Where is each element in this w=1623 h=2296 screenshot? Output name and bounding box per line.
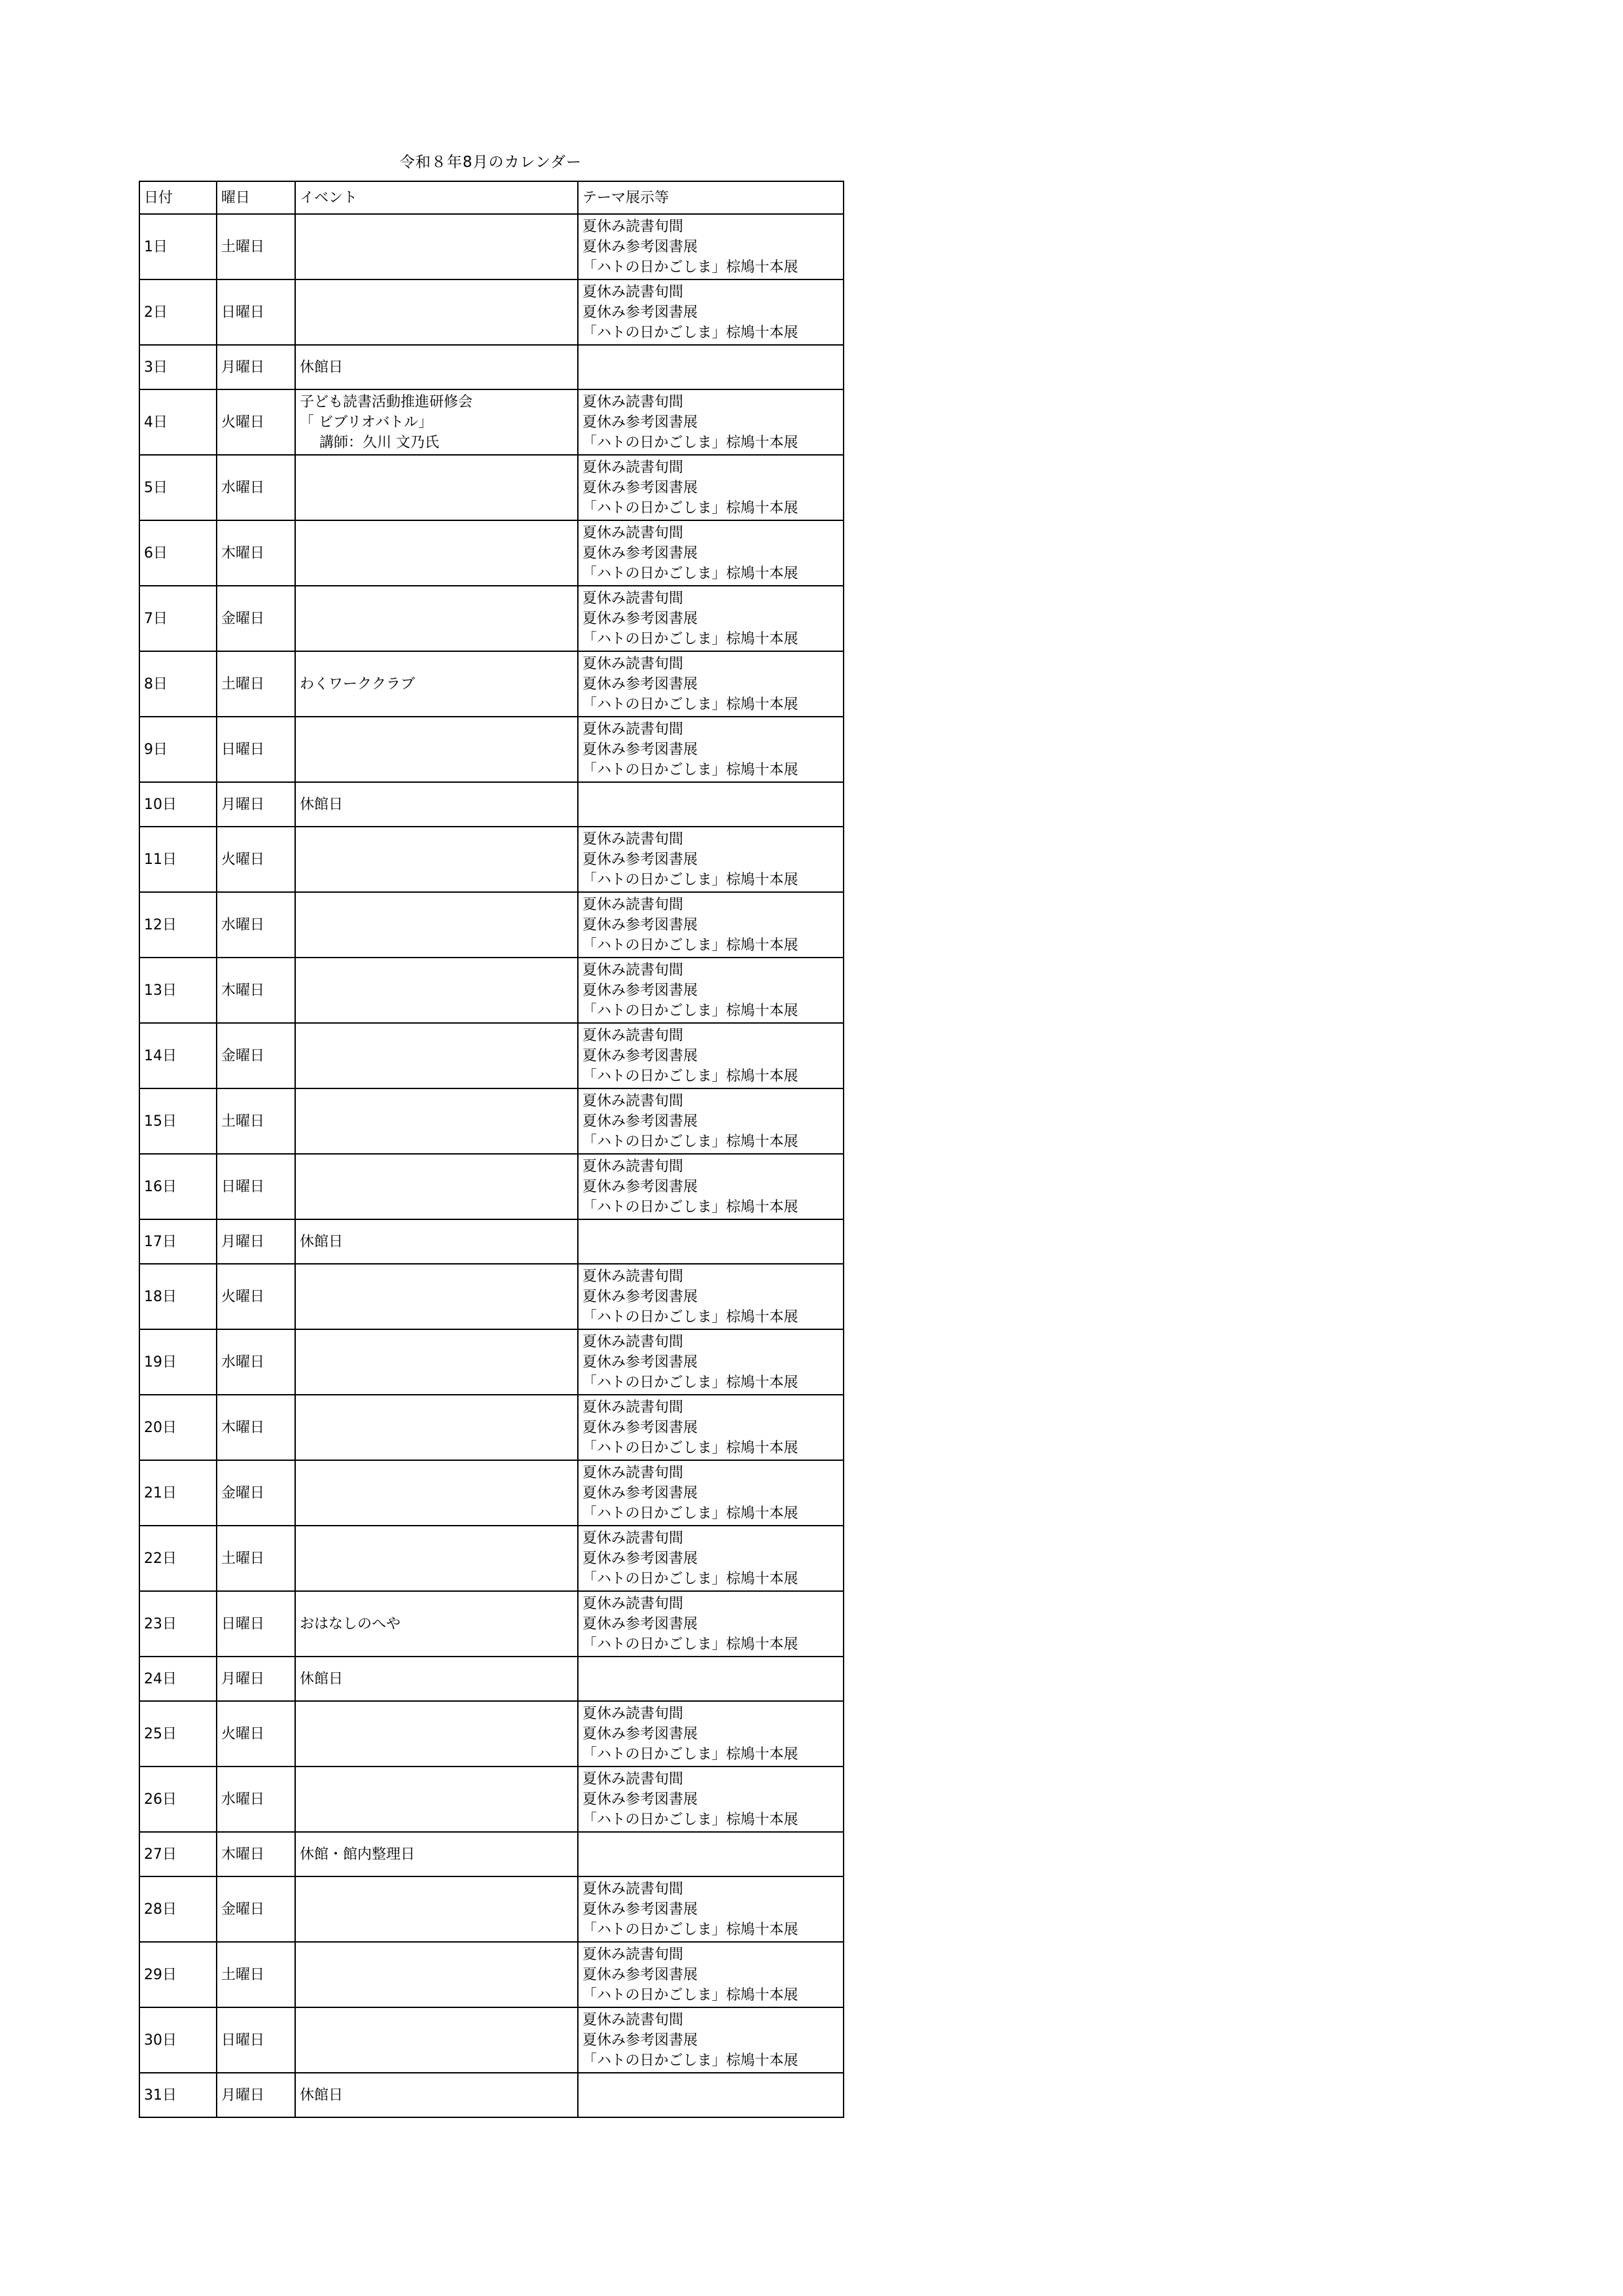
theme-line: 夏休み読書旬間 [582,1595,684,1612]
event-line: 休館日 [300,1670,344,1687]
theme-cell [578,389,844,455]
event-line: わくワーククラブ [300,675,416,692]
date-cell: 25日 [139,1701,217,1767]
date-cell: 4日 [139,389,217,455]
theme-cell [578,520,844,586]
date-cell: 6日 [139,520,217,586]
theme-line: 夏休み参考図書展 [582,479,698,496]
theme-cell [578,1023,844,1088]
theme-line: 夏休み参考図書展 [582,851,698,868]
theme-line: 夏休み読書旬間 [582,1770,684,1787]
event-cell [295,1526,578,1591]
event-line: おはなしのへや [300,1615,401,1632]
weekday-cell: 月曜日 [217,1219,295,1264]
theme-cell [578,1088,844,1154]
weekday-cell: 日曜日 [217,279,295,345]
weekday-cell: 月曜日 [217,2073,295,2117]
weekday-cell: 火曜日 [217,389,295,455]
theme-cell [578,2073,844,2117]
column-header-date: 日付 [139,181,217,214]
weekday-cell: 金曜日 [217,1460,295,1526]
event-cell [295,214,578,279]
date-cell: 18日 [139,1264,217,1329]
theme-line: 「ハトの日かごしま」棕鳩十本展 [582,1374,798,1391]
date-cell: 20日 [139,1395,217,1460]
calendar-table [139,181,844,2118]
theme-line: 夏休み読書旬間 [582,961,684,978]
theme-line: 「ハトの日かごしま」棕鳩十本展 [582,1002,798,1019]
weekday-cell: 木曜日 [217,958,295,1023]
theme-line: 「ハトの日かごしま」棕鳩十本展 [582,259,798,276]
date-cell: 5日 [139,455,217,520]
event-cell [295,782,578,827]
theme-cell [578,1219,844,1264]
theme-cell [578,892,844,958]
theme-cell [578,1395,844,1460]
table-row [139,2007,844,2073]
event-cell [295,1395,578,1460]
weekday-cell: 日曜日 [217,717,295,782]
theme-line: 「ハトの日かごしま」棕鳩十本展 [582,1308,798,1325]
theme-line: 夏休み読書旬間 [582,1268,684,1285]
theme-cell [578,279,844,345]
date-cell: 10日 [139,782,217,827]
theme-cell [578,1701,844,1767]
date-cell: 22日 [139,1526,217,1591]
event-cell [295,1591,578,1657]
date-cell: 2日 [139,279,217,345]
weekday-cell: 月曜日 [217,782,295,827]
theme-line: 夏休み読書旬間 [582,655,684,672]
weekday-cell: 火曜日 [217,827,295,892]
theme-cell [578,1942,844,2007]
theme-line: 「ハトの日かごしま」棕鳩十本展 [582,1636,798,1653]
event-line: 講師：久川 文乃氏 [319,434,439,451]
theme-line: 夏休み参考図書展 [582,916,698,933]
date-cell: 30日 [139,2007,217,2073]
theme-line: 夏休み参考図書展 [582,741,698,758]
table-row [139,1219,844,1264]
date-cell: 21日 [139,1460,217,1526]
theme-cell [578,1264,844,1329]
theme-line: 「ハトの日かごしま」棕鳩十本展 [582,324,798,341]
date-cell: 17日 [139,1219,217,1264]
theme-line: 夏休み読書旬間 [582,831,684,848]
theme-line: 夏休み読書旬間 [582,1399,684,1416]
theme-line: 「ハトの日かごしま」棕鳩十本展 [582,630,798,647]
event-cell [295,1460,578,1526]
date-cell: 12日 [139,892,217,958]
date-cell: 3日 [139,345,217,389]
theme-line: 「ハトの日かごしま」棕鳩十本展 [582,1570,798,1587]
weekday-cell: 日曜日 [217,2007,295,2073]
theme-cell [578,1767,844,1832]
weekday-cell: 火曜日 [217,1701,295,1767]
theme-line: 「ハトの日かごしま」棕鳩十本展 [582,937,798,954]
theme-line: 「ハトの日かごしま」棕鳩十本展 [582,1067,798,1085]
table-row [139,958,844,1023]
event-cell [295,586,578,651]
event-cell [295,1701,578,1767]
table-row [139,1264,844,1329]
theme-cell [578,1876,844,1942]
date-cell: 28日 [139,1876,217,1942]
theme-line: 「ハトの日かごしま」棕鳩十本展 [582,1439,798,1456]
table-row [139,892,844,958]
theme-cell [578,1154,844,1219]
event-cell [295,717,578,782]
event-line: 「 ビブリオバトル」 [300,414,433,431]
theme-cell [578,214,844,279]
event-line: 休館日 [300,359,344,376]
theme-line: 「ハトの日かごしま」棕鳩十本展 [582,1505,798,1522]
theme-line: 夏休み読書旬間 [582,1027,684,1044]
theme-line: 「ハトの日かごしま」棕鳩十本展 [582,1133,798,1150]
table-row [139,1154,844,1219]
theme-line: 「ハトの日かごしま」棕鳩十本展 [582,2052,798,2069]
theme-line: 夏休み参考図書展 [582,545,698,562]
weekday-cell: 土曜日 [217,1088,295,1154]
date-cell: 29日 [139,1942,217,2007]
table-row [139,827,844,892]
theme-cell [578,1526,844,1591]
event-cell [295,1767,578,1832]
weekday-cell: 土曜日 [217,1526,295,1591]
event-cell [295,389,578,455]
theme-line: 夏休み読書旬間 [582,218,684,235]
theme-line: 夏休み参考図書展 [582,1047,698,1064]
theme-line: 夏休み読書旬間 [582,590,684,607]
table-row [139,1876,844,1942]
column-header-event: イベント [295,181,578,214]
theme-line: 夏休み参考図書展 [582,1615,698,1632]
weekday-cell: 金曜日 [217,1876,295,1942]
weekday-cell: 金曜日 [217,1023,295,1088]
theme-line: 「ハトの日かごしま」棕鳩十本展 [582,1921,798,1938]
theme-line: 夏休み参考図書展 [582,1113,698,1130]
theme-line: 夏休み参考図書展 [582,1178,698,1195]
date-cell: 8日 [139,651,217,717]
date-cell: 23日 [139,1591,217,1657]
table-row [139,1657,844,1701]
event-cell [295,1876,578,1942]
theme-cell [578,455,844,520]
table-row [139,520,844,586]
table-row [139,782,844,827]
weekday-cell: 月曜日 [217,1657,295,1701]
event-cell [295,1088,578,1154]
date-cell: 13日 [139,958,217,1023]
weekday-cell: 火曜日 [217,1264,295,1329]
theme-line: 夏休み読書旬間 [582,1946,684,1963]
event-cell [295,892,578,958]
table-row [139,1701,844,1767]
theme-line: 「ハトの日かごしま」棕鳩十本展 [582,761,798,778]
event-cell [295,1154,578,1219]
theme-line: 「ハトの日かごしま」棕鳩十本展 [582,1746,798,1763]
weekday-cell: 土曜日 [217,1942,295,2007]
weekday-cell: 土曜日 [217,651,295,717]
date-cell: 14日 [139,1023,217,1088]
theme-line: 夏休み参考図書展 [582,1354,698,1371]
theme-cell [578,1460,844,1526]
event-cell [295,1657,578,1701]
event-cell [295,1023,578,1088]
theme-line: 「ハトの日かごしま」棕鳩十本展 [582,1198,798,1215]
theme-line: 「ハトの日かごしま」棕鳩十本展 [582,696,798,713]
date-cell: 11日 [139,827,217,892]
column-header-weekday: 曜日 [217,181,295,214]
weekday-cell: 木曜日 [217,520,295,586]
table-row [139,1088,844,1154]
table-row [139,586,844,651]
theme-line: 夏休み参考図書展 [582,414,698,431]
theme-line: 夏休み参考図書展 [582,238,698,255]
theme-line: 夏休み参考図書展 [582,1966,698,1983]
theme-cell [578,958,844,1023]
weekday-cell: 木曜日 [217,1832,295,1876]
event-line: 子ども読書活動推進研修会 [300,393,473,410]
theme-line: 夏休み参考図書展 [582,1901,698,1918]
table-row [139,1460,844,1526]
event-cell [295,2007,578,2073]
theme-line: 夏休み参考図書展 [582,1550,698,1567]
calendar-body [139,214,844,2117]
theme-line: 夏休み読書旬間 [582,1333,684,1350]
date-cell: 1日 [139,214,217,279]
weekday-cell: 金曜日 [217,586,295,651]
theme-line: 夏休み読書旬間 [582,1092,684,1109]
theme-cell [578,717,844,782]
table-row [139,651,844,717]
header-row [139,181,844,214]
theme-line: 夏休み読書旬間 [582,283,684,300]
theme-line: 夏休み参考図書展 [582,1484,698,1501]
table-row [139,1023,844,1088]
theme-line: 夏休み参考図書展 [582,1725,698,1742]
theme-line: 「ハトの日かごしま」棕鳩十本展 [582,499,798,516]
event-cell [295,1942,578,2007]
theme-cell [578,651,844,717]
event-line: 休館日 [300,1233,344,1250]
theme-line: 夏休み参考図書展 [582,1419,698,1436]
date-cell: 9日 [139,717,217,782]
page-title: 令和８年8月のカレンダー [399,154,582,171]
table-row [139,717,844,782]
theme-line: 夏休み参考図書展 [582,982,698,999]
theme-line: 夏休み読書旬間 [582,1464,684,1481]
table-row [139,455,844,520]
table-row [139,1526,844,1591]
table-row [139,345,844,389]
weekday-cell: 木曜日 [217,1395,295,1460]
column-header-theme: テーマ展示等 [578,181,844,214]
theme-line: 「ハトの日かごしま」棕鳩十本展 [582,1811,798,1828]
event-cell [295,1329,578,1395]
theme-line: 夏休み読書旬間 [582,459,684,476]
theme-line: 夏休み読書旬間 [582,1705,684,1722]
event-cell [295,651,578,717]
event-line: 休館日 [300,796,344,813]
date-cell: 24日 [139,1657,217,1701]
table-row [139,214,844,279]
table-row [139,1395,844,1460]
theme-line: 夏休み参考図書展 [582,675,698,692]
table-row [139,1329,844,1395]
event-cell [295,1264,578,1329]
weekday-cell: 水曜日 [217,892,295,958]
weekday-cell: 水曜日 [217,455,295,520]
theme-line: 夏休み参考図書展 [582,2032,698,2049]
theme-cell [578,782,844,827]
event-cell [295,1219,578,1264]
theme-line: 夏休み読書旬間 [582,2011,684,2028]
event-cell [295,345,578,389]
event-cell [295,958,578,1023]
theme-cell [578,1329,844,1395]
event-cell [295,279,578,345]
weekday-cell: 月曜日 [217,345,295,389]
theme-line: 夏休み読書旬間 [582,1158,684,1175]
event-line: 休館日 [300,2087,344,2104]
event-cell [295,455,578,520]
theme-cell [578,1832,844,1876]
theme-line: 夏休み読書旬間 [582,524,684,541]
date-cell: 31日 [139,2073,217,2117]
event-cell [295,2073,578,2117]
theme-line: 「ハトの日かごしま」棕鳩十本展 [582,871,798,888]
date-cell: 16日 [139,1154,217,1219]
theme-line: 夏休み読書旬間 [582,1880,684,1897]
weekday-cell: 水曜日 [217,1767,295,1832]
theme-line: 夏休み読書旬間 [582,393,684,410]
weekday-cell: 水曜日 [217,1329,295,1395]
date-cell: 15日 [139,1088,217,1154]
table-row [139,1767,844,1832]
theme-cell [578,345,844,389]
theme-line: 夏休み読書旬間 [582,1530,684,1547]
weekday-cell: 日曜日 [217,1154,295,1219]
theme-cell [578,827,844,892]
table-row [139,1942,844,2007]
theme-line: 夏休み読書旬間 [582,721,684,738]
theme-line: 「ハトの日かごしま」棕鳩十本展 [582,565,798,582]
theme-line: 「ハトの日かごしま」棕鳩十本展 [582,434,798,451]
event-cell [295,827,578,892]
event-line: 休館・館内整理日 [300,1846,416,1863]
table-row [139,389,844,455]
date-cell: 19日 [139,1329,217,1395]
table-row [139,2073,844,2117]
event-cell [295,1832,578,1876]
table-row [139,279,844,345]
date-cell: 27日 [139,1832,217,1876]
theme-line: 夏休み参考図書展 [582,610,698,627]
event-cell [295,520,578,586]
theme-cell [578,1657,844,1701]
theme-line: 「ハトの日かごしま」棕鳩十本展 [582,1986,798,2003]
date-cell: 7日 [139,586,217,651]
theme-line: 夏休み読書旬間 [582,896,684,913]
weekday-cell: 土曜日 [217,214,295,279]
theme-cell [578,1591,844,1657]
theme-cell [578,586,844,651]
theme-cell [578,2007,844,2073]
table-row [139,1832,844,1876]
theme-line: 夏休み参考図書展 [582,1288,698,1305]
table-row [139,1591,844,1657]
weekday-cell: 日曜日 [217,1591,295,1657]
theme-line: 夏休み参考図書展 [582,304,698,321]
theme-line: 夏休み参考図書展 [582,1791,698,1808]
date-cell: 26日 [139,1767,217,1832]
